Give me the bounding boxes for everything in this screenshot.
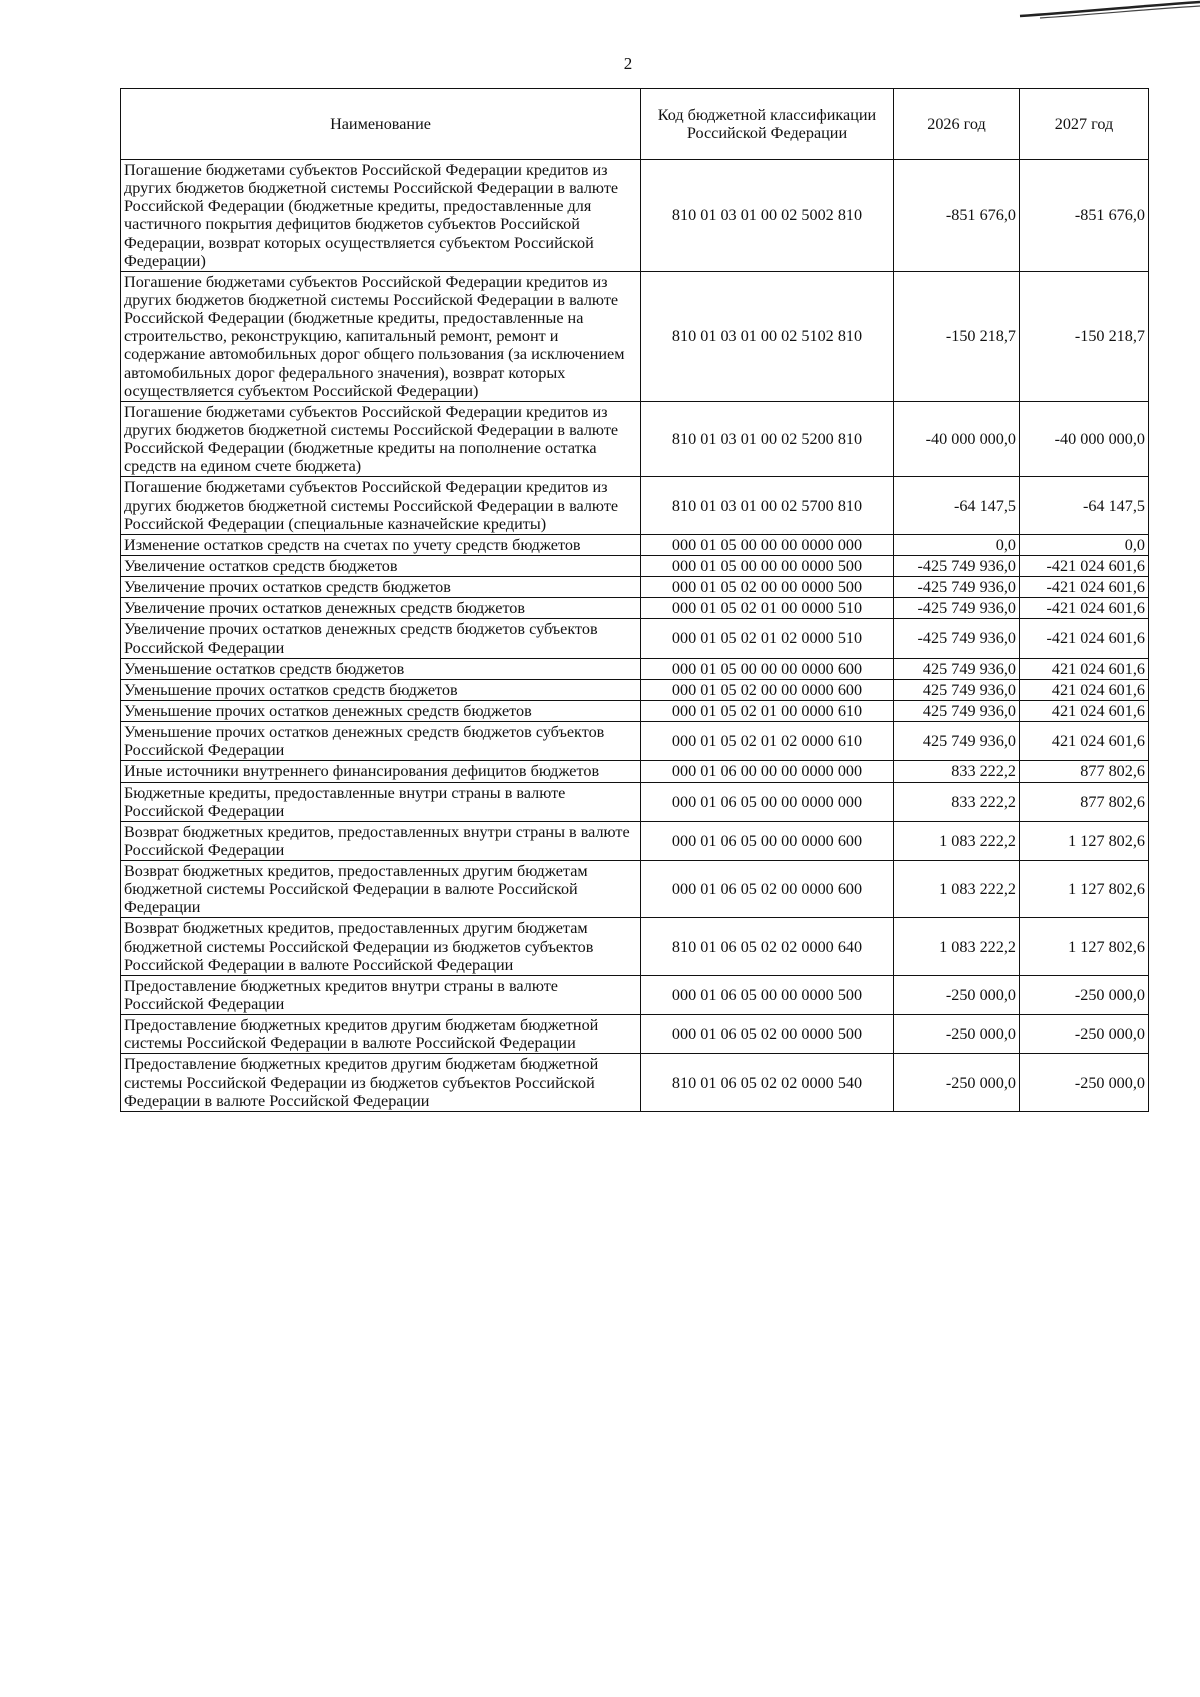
cell-name: Иные источники внутреннего финансирования дефицитов бюджетов — [121, 761, 641, 782]
cell-name: Возврат бюджетных кредитов, предоставленных другим бюджетам бюджетной системы Российской Федерации из бюджетов субъектов Российской Федерации в валюте Российской Федерации — [121, 918, 641, 975]
cell-2027: -250 000,0 — [1020, 1015, 1149, 1054]
cell-2026: -425 749 936,0 — [894, 577, 1020, 598]
cell-name: Изменение остатков средств на счетах по учету средств бюджетов — [121, 534, 641, 555]
cell-code: 000 01 05 02 00 00 0000 500 — [641, 577, 894, 598]
cell-name: Увеличение остатков средств бюджетов — [121, 555, 641, 576]
cell-2027: 1 127 802,6 — [1020, 861, 1149, 918]
table-body — [121, 160, 1149, 1112]
cell-name: Возврат бюджетных кредитов, предоставленных внутри страны в валюте Российской Федерации — [121, 821, 641, 860]
cell-code: 000 01 05 02 01 02 0000 610 — [641, 722, 894, 761]
cell-2027: -250 000,0 — [1020, 975, 1149, 1014]
cell-2027: 1 127 802,6 — [1020, 821, 1149, 860]
cell-2027: -851 676,0 — [1020, 160, 1149, 272]
cell-2026: -425 749 936,0 — [894, 598, 1020, 619]
table-row — [121, 679, 1149, 700]
cell-2026: 1 083 222,2 — [894, 918, 1020, 975]
cell-name: Увеличение прочих остатков денежных средств бюджетов субъектов Российской Федерации — [121, 619, 641, 658]
cell-code: 000 01 05 02 01 00 0000 510 — [641, 598, 894, 619]
cell-2027: -250 000,0 — [1020, 1054, 1149, 1111]
table-row — [121, 401, 1149, 477]
cell-2026: -150 218,7 — [894, 271, 1020, 401]
cell-2026: -250 000,0 — [894, 1054, 1020, 1111]
cell-name: Предоставление бюджетных кредитов внутри страны в валюте Российской Федерации — [121, 975, 641, 1014]
cell-name: Увеличение прочих остатков средств бюджетов — [121, 577, 641, 598]
cell-2027: -64 147,5 — [1020, 477, 1149, 534]
budget-table — [120, 88, 1149, 1112]
table-row — [121, 918, 1149, 975]
cell-code: 000 01 06 05 02 00 0000 600 — [641, 861, 894, 918]
cell-code: 810 01 03 01 00 02 5102 810 — [641, 271, 894, 401]
cell-2026: -425 749 936,0 — [894, 555, 1020, 576]
cell-name: Уменьшение прочих остатков денежных средств бюджетов — [121, 700, 641, 721]
cell-code: 000 01 05 00 00 00 0000 500 — [641, 555, 894, 576]
table-row — [121, 761, 1149, 782]
cell-name: Уменьшение прочих остатков денежных средств бюджетов субъектов Российской Федерации — [121, 722, 641, 761]
cell-code: 000 01 06 05 00 00 0000 500 — [641, 975, 894, 1014]
cell-code: 000 01 06 05 00 00 0000 600 — [641, 821, 894, 860]
cell-2027: -421 024 601,6 — [1020, 555, 1149, 576]
cell-2026: -64 147,5 — [894, 477, 1020, 534]
cell-code: 810 01 03 01 00 02 5200 810 — [641, 401, 894, 477]
table-row — [121, 619, 1149, 658]
cell-2026: 0,0 — [894, 534, 1020, 555]
table-row — [121, 861, 1149, 918]
cell-name: Погашение бюджетами субъектов Российской Федерации кредитов из других бюджетов бюджетной системы Российской Федерации в валюте Российской Федерации (специальные казначейские кредиты) — [121, 477, 641, 534]
cell-name: Бюджетные кредиты, предоставленные внутри страны в валюте Российской Федерации — [121, 782, 641, 821]
table-row — [121, 577, 1149, 598]
cell-code: 000 01 05 00 00 00 0000 000 — [641, 534, 894, 555]
cell-2026: 1 083 222,2 — [894, 821, 1020, 860]
cell-name: Погашение бюджетами субъектов Российской Федерации кредитов из других бюджетов бюджетной системы Российской Федерации в валюте Российской Федерации (бюджетные кредиты, предоставленные для частичного покрытия дефицитов бюджетов субъектов Российской Федерации, возврат которых осуществляется субъектом Российской Федерации) — [121, 160, 641, 272]
cell-code: 000 01 06 00 00 00 0000 000 — [641, 761, 894, 782]
cell-2026: 425 749 936,0 — [894, 700, 1020, 721]
cell-2026: -40 000 000,0 — [894, 401, 1020, 477]
page-number: 2 — [623, 54, 633, 73]
cell-2027: -150 218,7 — [1020, 271, 1149, 401]
table-row — [121, 975, 1149, 1014]
table-row — [121, 271, 1149, 401]
cell-2026: -425 749 936,0 — [894, 619, 1020, 658]
cell-2027: 877 802,6 — [1020, 761, 1149, 782]
table-row — [121, 821, 1149, 860]
cell-2027: 421 024 601,6 — [1020, 658, 1149, 679]
table-row — [121, 700, 1149, 721]
cell-name: Возврат бюджетных кредитов, предоставленных другим бюджетам бюджетной системы Российской Федерации в валюте Российской Федерации — [121, 861, 641, 918]
table-row — [121, 722, 1149, 761]
table-row — [121, 555, 1149, 576]
cell-2027: 421 024 601,6 — [1020, 700, 1149, 721]
cell-2027: -421 024 601,6 — [1020, 619, 1149, 658]
cell-name: Предоставление бюджетных кредитов другим бюджетам бюджетной системы Российской Федерации в валюте Российской Федерации — [121, 1015, 641, 1054]
cell-2027: 421 024 601,6 — [1020, 679, 1149, 700]
cell-code: 000 01 05 02 01 02 0000 510 — [641, 619, 894, 658]
cell-name: Уменьшение прочих остатков средств бюджетов — [121, 679, 641, 700]
cell-2026: 425 749 936,0 — [894, 679, 1020, 700]
cell-2027: 877 802,6 — [1020, 782, 1149, 821]
cell-2026: -851 676,0 — [894, 160, 1020, 272]
cell-code: 810 01 03 01 00 02 5700 810 — [641, 477, 894, 534]
cell-name: Увеличение прочих остатков денежных средств бюджетов — [121, 598, 641, 619]
cell-code: 000 01 05 00 00 00 0000 600 — [641, 658, 894, 679]
table-header-row — [121, 89, 1149, 160]
cell-2026: -250 000,0 — [894, 1015, 1020, 1054]
cell-2026: 425 749 936,0 — [894, 658, 1020, 679]
table-row — [121, 160, 1149, 272]
table-row — [121, 477, 1149, 534]
cell-2026: 833 222,2 — [894, 761, 1020, 782]
cell-2027: -421 024 601,6 — [1020, 598, 1149, 619]
cell-2026: -250 000,0 — [894, 975, 1020, 1014]
cell-2026: 1 083 222,2 — [894, 861, 1020, 918]
cell-2026: 425 749 936,0 — [894, 722, 1020, 761]
table-row — [121, 782, 1149, 821]
cell-name: Погашение бюджетами субъектов Российской Федерации кредитов из других бюджетов бюджетной системы Российской Федерации в валюте Российской Федерации (бюджетные кредиты на пополнение остатка средств на едином счете бюджета) — [121, 401, 641, 477]
scan-mark-decoration — [840, 0, 1200, 40]
header-name: Наименование — [121, 89, 641, 160]
cell-name: Уменьшение остатков средств бюджетов — [121, 658, 641, 679]
table-row — [121, 1015, 1149, 1054]
table-row — [121, 598, 1149, 619]
cell-code: 000 01 06 05 02 00 0000 500 — [641, 1015, 894, 1054]
cell-2027: 421 024 601,6 — [1020, 722, 1149, 761]
cell-code: 810 01 06 05 02 02 0000 540 — [641, 1054, 894, 1111]
cell-code: 000 01 06 05 00 00 0000 000 — [641, 782, 894, 821]
cell-code: 000 01 05 02 01 00 0000 610 — [641, 700, 894, 721]
cell-name: Предоставление бюджетных кредитов другим бюджетам бюджетной системы Российской Федерации из бюджетов субъектов Российской Федерации в валюте Российской Федерации — [121, 1054, 641, 1111]
cell-code: 810 01 03 01 00 02 5002 810 — [641, 160, 894, 272]
cell-code: 000 01 05 02 00 00 0000 600 — [641, 679, 894, 700]
cell-2027: -40 000 000,0 — [1020, 401, 1149, 477]
cell-2027: 1 127 802,6 — [1020, 918, 1149, 975]
header-code: Код бюджетной классификации Российской Федерации — [641, 89, 894, 160]
cell-code: 810 01 06 05 02 02 0000 640 — [641, 918, 894, 975]
cell-name: Погашение бюджетами субъектов Российской Федерации кредитов из других бюджетов бюджетной системы Российской Федерации в валюте Российской Федерации (бюджетные кредиты, предоставленные на строительство, реконструкцию, капитальный ремонт, ремонт и содержание автомобильных дорог общего пользования (за исключением автомобильных дорог федерального значения), возврат которых осуществляется субъектом Российской Федерации) — [121, 271, 641, 401]
header-2027: 2027 год — [1020, 89, 1149, 160]
table-row — [121, 1054, 1149, 1111]
cell-2027: -421 024 601,6 — [1020, 577, 1149, 598]
cell-2026: 833 222,2 — [894, 782, 1020, 821]
table-row — [121, 658, 1149, 679]
header-2026: 2026 год — [894, 89, 1020, 160]
table-row — [121, 534, 1149, 555]
cell-2027: 0,0 — [1020, 534, 1149, 555]
